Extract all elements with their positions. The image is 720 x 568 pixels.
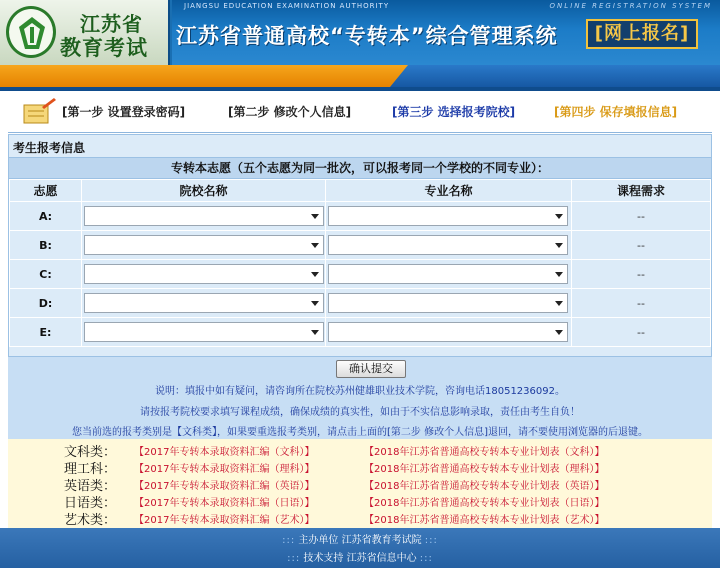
major-select[interactable] [328, 322, 568, 342]
download-link-2017[interactable]: 【2017年专转本录取资料汇编（理科）】 [134, 464, 315, 475]
download-link-2017[interactable]: 【2017年专转本录取资料汇编（艺术）】 [134, 515, 315, 526]
separator: ::: [282, 535, 296, 546]
list-item [8, 441, 712, 458]
step-2-edit-info[interactable]: [第二步 修改个人信息] [228, 105, 352, 119]
chevron-down-icon [555, 272, 563, 277]
chevron-down-icon [311, 330, 319, 335]
category-label: 日语类： [64, 496, 117, 511]
chevron-down-icon [555, 330, 563, 335]
choice-label: D: [10, 289, 82, 318]
list-item [8, 475, 712, 492]
column-header-school: 院校名称 [82, 180, 326, 202]
choice-label: E: [10, 318, 82, 347]
choice-label: C: [10, 260, 82, 289]
list-item [8, 458, 712, 475]
english-name: JIANGSU EDUCATION EXAMINATION AUTHORITY [184, 2, 390, 10]
footer-host [0, 531, 720, 546]
table-row [10, 289, 711, 318]
submit-button[interactable]: 确认提交 [336, 360, 406, 378]
logo[interactable] [0, 0, 170, 65]
table-row [10, 318, 711, 347]
divider [0, 87, 720, 91]
column-header-major: 专业名称 [326, 180, 572, 202]
download-link-2017[interactable]: 【2017年专转本录取资料汇编（文科）】 [134, 447, 315, 458]
major-select[interactable] [328, 206, 568, 226]
pencil-note-icon [22, 97, 56, 125]
table-row [10, 202, 711, 231]
section-title: 考生报考信息 [13, 141, 86, 155]
step-3-choose-school[interactable]: [第三步 选择报考院校] [392, 105, 516, 119]
school-select[interactable] [84, 206, 324, 226]
download-link-2018[interactable]: 【2018年江苏省普通高校专转本专业计划表（文科）】 [364, 447, 605, 458]
download-link-2018[interactable]: 【2018年江苏省普通高校专转本专业计划表（理科）】 [364, 464, 605, 475]
site-header [0, 0, 720, 65]
course-requirement: -- [572, 231, 711, 260]
download-link-2017[interactable]: 【2017年专转本录取资料汇编（英语）】 [134, 481, 315, 492]
chevron-down-icon [555, 301, 563, 306]
online-system-label: ONLINE REGISTRATION SYSTEM [549, 2, 712, 10]
chevron-down-icon [311, 214, 319, 219]
school-select[interactable] [84, 235, 324, 255]
download-link-2017[interactable]: 【2017年专转本录取资料汇编（日语）】 [134, 498, 315, 509]
category-label: 艺术类： [64, 513, 117, 528]
chevron-down-icon [311, 243, 319, 248]
separator: ::: [287, 553, 301, 564]
choice-table [9, 179, 711, 347]
chevron-down-icon [555, 243, 563, 248]
divider [8, 132, 712, 133]
course-requirement: -- [572, 202, 711, 231]
step-1-set-password[interactable]: [第一步 设置登录密码] [62, 105, 186, 119]
chevron-down-icon [555, 214, 563, 219]
category-label: 文科类： [64, 445, 117, 460]
major-select[interactable] [328, 293, 568, 313]
online-registration-badge: [网上报名] [586, 19, 698, 49]
footer-support [0, 549, 720, 564]
school-select[interactable] [84, 264, 324, 284]
separator: ::: [419, 553, 433, 564]
chevron-down-icon [311, 301, 319, 306]
table-row [10, 260, 711, 289]
course-requirement: -- [572, 289, 711, 318]
category-label: 英语类： [64, 479, 117, 494]
note-scores: 请按报考院校要求填写课程成绩，确保成绩的真实性，如由于不实信息影响录取，责任由考生自负！ [140, 407, 580, 418]
intent-note: 专转本志愿（五个志愿为同一批次，可以报考同一个学校的不同专业）： [9, 157, 711, 179]
course-requirement: -- [572, 318, 711, 347]
logo-line2: 教育考试 [60, 35, 148, 60]
download-link-2018[interactable]: 【2018年江苏省普通高校专转本专业计划表（日语）】 [364, 498, 605, 509]
chevron-down-icon [311, 272, 319, 277]
application-form [8, 134, 712, 357]
choice-label: B: [10, 231, 82, 260]
choice-label: A: [10, 202, 82, 231]
school-select[interactable] [84, 322, 324, 342]
support-label: 技术支持 江苏省信息中心 [303, 553, 417, 564]
footer [0, 528, 720, 568]
note-contact: 说明：填报中如有疑问，请咨询所在院校苏州健雄职业技术学院，咨询电话18051236092。 [155, 386, 565, 397]
list-item [8, 509, 712, 526]
column-header-choice: 志愿 [10, 180, 82, 202]
note-category: 您当前选的报考类别是【文科类】，如果要重选报考类别，请点击上面的[第二步 修改个人信息]退回，请不要使用浏览器的后退键。 [72, 427, 648, 438]
download-link-2018[interactable]: 【2018年江苏省普通高校专转本专业计划表（艺术）】 [364, 515, 605, 526]
downloads-list [8, 439, 712, 528]
category-label: 理工科： [64, 462, 117, 477]
header-banner [172, 0, 720, 65]
submit-area [8, 357, 712, 439]
step-navigation [8, 93, 712, 133]
system-title: 江苏省普通高校“专转本”综合管理系统 [176, 24, 558, 48]
school-select[interactable] [84, 293, 324, 313]
separator: ::: [424, 535, 438, 546]
major-select[interactable] [328, 264, 568, 284]
table-header-row [10, 180, 711, 202]
major-select[interactable] [328, 235, 568, 255]
host-label: 主办单位 江苏省教育考试院 [298, 535, 422, 546]
step-4-save-info[interactable]: [第四步 保存填报信息] [554, 105, 678, 119]
blue-tab-stripe [390, 65, 720, 87]
column-header-course: 课程需求 [572, 180, 711, 202]
table-row [10, 231, 711, 260]
emblem-icon [6, 6, 56, 58]
download-link-2018[interactable]: 【2018年江苏省普通高校专转本专业计划表（英语）】 [364, 481, 605, 492]
logo-line1: 江苏省 [80, 12, 143, 36]
list-item [8, 492, 712, 509]
course-requirement: -- [572, 260, 711, 289]
